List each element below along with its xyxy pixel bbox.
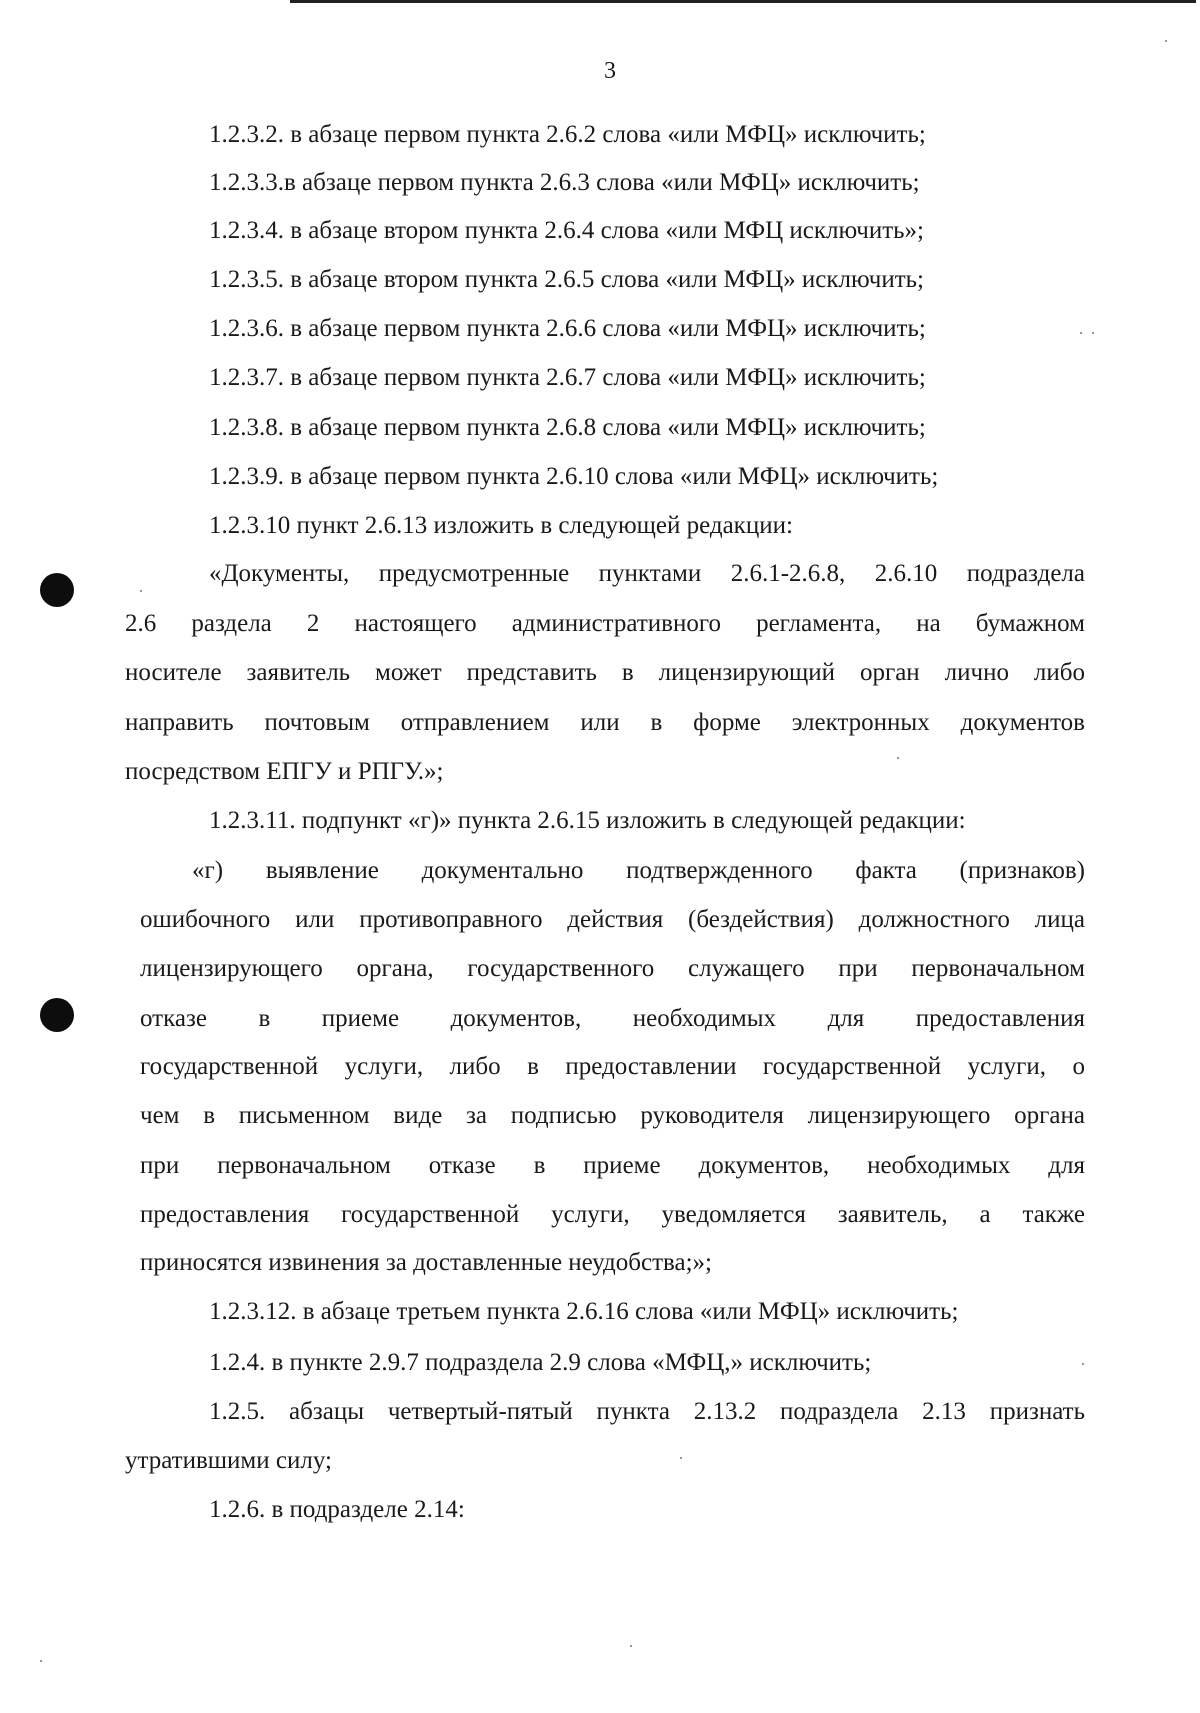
text-line: посредством ЕПГУ и РПГУ.»; xyxy=(125,758,444,785)
text-line: 1.2.3.5. в абзаце втором пункта 2.6.5 слова «или МФЦ» исключить; xyxy=(209,266,924,293)
punch-hole-bottom xyxy=(40,998,74,1032)
punch-hole-top xyxy=(40,573,74,607)
text-line: 1.2.5. абзацы четвертый-пятый пункта 2.13.2 подраздела 2.13 признать xyxy=(209,1398,1085,1425)
text-line: отказе в приеме документов, необходимых для предоставления xyxy=(140,1005,1085,1032)
scan-speck xyxy=(1082,1363,1084,1365)
text-line: 1.2.3.2. в абзаце первом пункта 2.6.2 слова «или МФЦ» исключить; xyxy=(209,121,926,148)
text-line: «Документы, предусмотренные пунктами 2.6.1-2.6.8, 2.6.10 подраздела xyxy=(209,560,1085,587)
text-line: государственной услуги, либо в предоставлении государственной услуги, о xyxy=(140,1053,1085,1080)
scan-speck xyxy=(1080,332,1082,334)
text-line: 1.2.3.11. подпункт «г)» пункта 2.6.15 изложить в следующей редакции: xyxy=(209,807,966,834)
scan-speck xyxy=(1165,40,1167,42)
scan-speck xyxy=(1092,332,1094,334)
scan-speck xyxy=(680,1457,682,1459)
text-line: 1.2.6. в подразделе 2.14: xyxy=(209,1496,465,1523)
text-line: предоставления государственной услуги, уведомляется заявитель, а также xyxy=(140,1201,1085,1228)
text-line: 1.2.3.6. в абзаце первом пункта 2.6.6 слова «или МФЦ» исключить; xyxy=(209,315,926,342)
text-line: утратившими силу; xyxy=(125,1447,332,1474)
text-line: 1.2.3.4. в абзаце втором пункта 2.6.4 слова «или МФЦ исключить»; xyxy=(209,217,924,244)
text-line: чем в письменном виде за подписью руководителя лицензирующего органа xyxy=(140,1102,1085,1129)
scan-speck xyxy=(897,757,899,759)
scan-speck xyxy=(630,1645,632,1647)
text-line: при первоначальном отказе в приеме документов, необходимых для xyxy=(140,1152,1085,1179)
scan-speck xyxy=(40,1660,42,1662)
text-line: «г) выявление документально подтвержденного факта (признаков) xyxy=(192,857,1085,884)
page-number: 3 xyxy=(604,58,616,84)
top-rule xyxy=(290,0,1196,3)
text-line: направить почтовым отправлением или в форме электронных документов xyxy=(125,709,1085,736)
text-line: 1.2.3.10 пункт 2.6.13 изложить в следующей редакции: xyxy=(209,512,793,539)
text-line: 1.2.3.8. в абзаце первом пункта 2.6.8 слова «или МФЦ» исключить; xyxy=(209,414,926,441)
text-line: 1.2.3.9. в абзаце первом пункта 2.6.10 слова «или МФЦ» исключить; xyxy=(209,463,939,490)
text-line: 1.2.3.3.в абзаце первом пункта 2.6.3 слова «или МФЦ» исключить; xyxy=(209,169,920,196)
text-line: 1.2.3.7. в абзаце первом пункта 2.6.7 слова «или МФЦ» исключить; xyxy=(209,364,926,391)
text-line: носителе заявитель может представить в лицензирующий орган лично либо xyxy=(125,659,1085,686)
text-line: ошибочного или противоправного действия (бездействия) должностного лица xyxy=(140,906,1085,933)
text-line: 2.6 раздела 2 настоящего административного регламента, на бумажном xyxy=(125,610,1085,637)
text-line: лицензирующего органа, государственного служащего при первоначальном xyxy=(140,955,1085,982)
text-line: 1.2.4. в пункте 2.9.7 подраздела 2.9 слова «МФЦ,» исключить; xyxy=(209,1349,872,1376)
text-line: 1.2.3.12. в абзаце третьем пункта 2.6.16 слова «или МФЦ» исключить; xyxy=(209,1298,959,1325)
text-line: приносятся извинения за доставленные неудобства;»; xyxy=(140,1249,712,1276)
scan-speck xyxy=(140,590,142,592)
